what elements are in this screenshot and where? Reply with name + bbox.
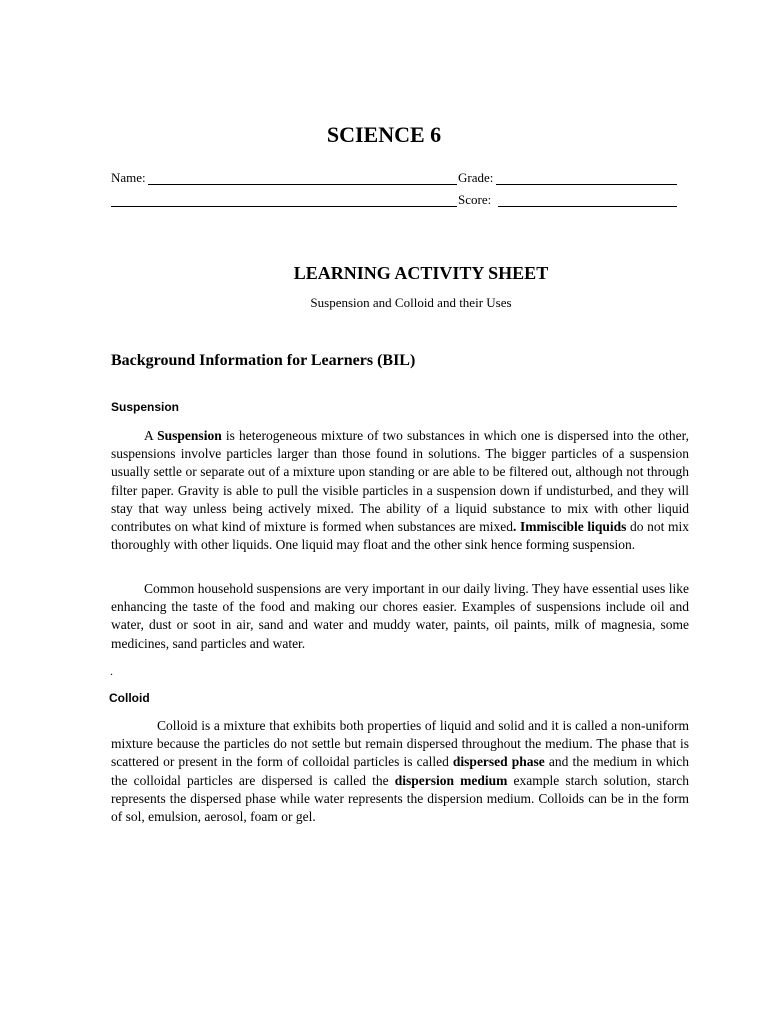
- grade-label: Grade:: [458, 170, 494, 185]
- colloid-paragraph: Colloid is a mixture that exhibits both properties of liquid and solid and it is called a non-uniform mixture because the particles do not settle but remain dispersed throughout the medium. The phase that is scattered or present in the form of colloidal particles is called dispersed phase and the medium in which the colloidal particles are dispersed is called the dispersion medium example starch solution, starch represents the dispersed phase while water represents the dispersion medium. Colloids can be in the form of sol, emulsion, aerosol, foam or gel.: [111, 718, 689, 825]
- page-title: SCIENCE 6: [326, 122, 442, 147]
- score-blank-line[interactable]: [498, 206, 677, 207]
- score-label: Score:: [458, 192, 492, 207]
- suspension-paragraph-1: A Suspension is heterogeneous mixture of two substances in which one is dispersed into the other, suspensions involve particles larger than those found in solutions. The bigger particles of a suspension usually settle or separate out of a mixture upon standing or are able to be filtered out, although not through filter paper. Gravity is able to pull the visible particles in a suspension down if undisturbed, and they will stay that way unless being actively mixed. The ability of a liquid substance to mix with other liquid contributes on what kind of mixture is formed when substances are mixed. Immiscible liquids do not mix thoroughly with other liquids. One liquid may float and the other sink hence forming suspension.: [111, 428, 689, 553]
- extra-blank-line[interactable]: [111, 206, 457, 207]
- worksheet-title: LEARNING ACTIVITY SHEET: [293, 263, 549, 283]
- grade-blank-line[interactable]: [496, 184, 677, 185]
- heading-colloid: Colloid: [109, 691, 150, 705]
- suspension-paragraph-2: Common household suspensions are very important in our daily living. They have essential uses like enhancing the taste of the food and making our chores easier. Examples of suspensions include oil and water, dust or soot in air, sand and water and muddy water, paints, oil paints, milk of magnesia, some medicines, sand particles and water.: [111, 581, 689, 651]
- name-blank-line[interactable]: [148, 184, 457, 185]
- stray-dot: .: [110, 664, 113, 678]
- worksheet-subtitle: Suspension and Colloid and their Uses: [310, 295, 512, 310]
- name-label: Name:: [111, 170, 146, 185]
- heading-suspension: Suspension: [111, 400, 180, 414]
- section-heading-bil: Background Information for Learners (BIL): [111, 352, 416, 369]
